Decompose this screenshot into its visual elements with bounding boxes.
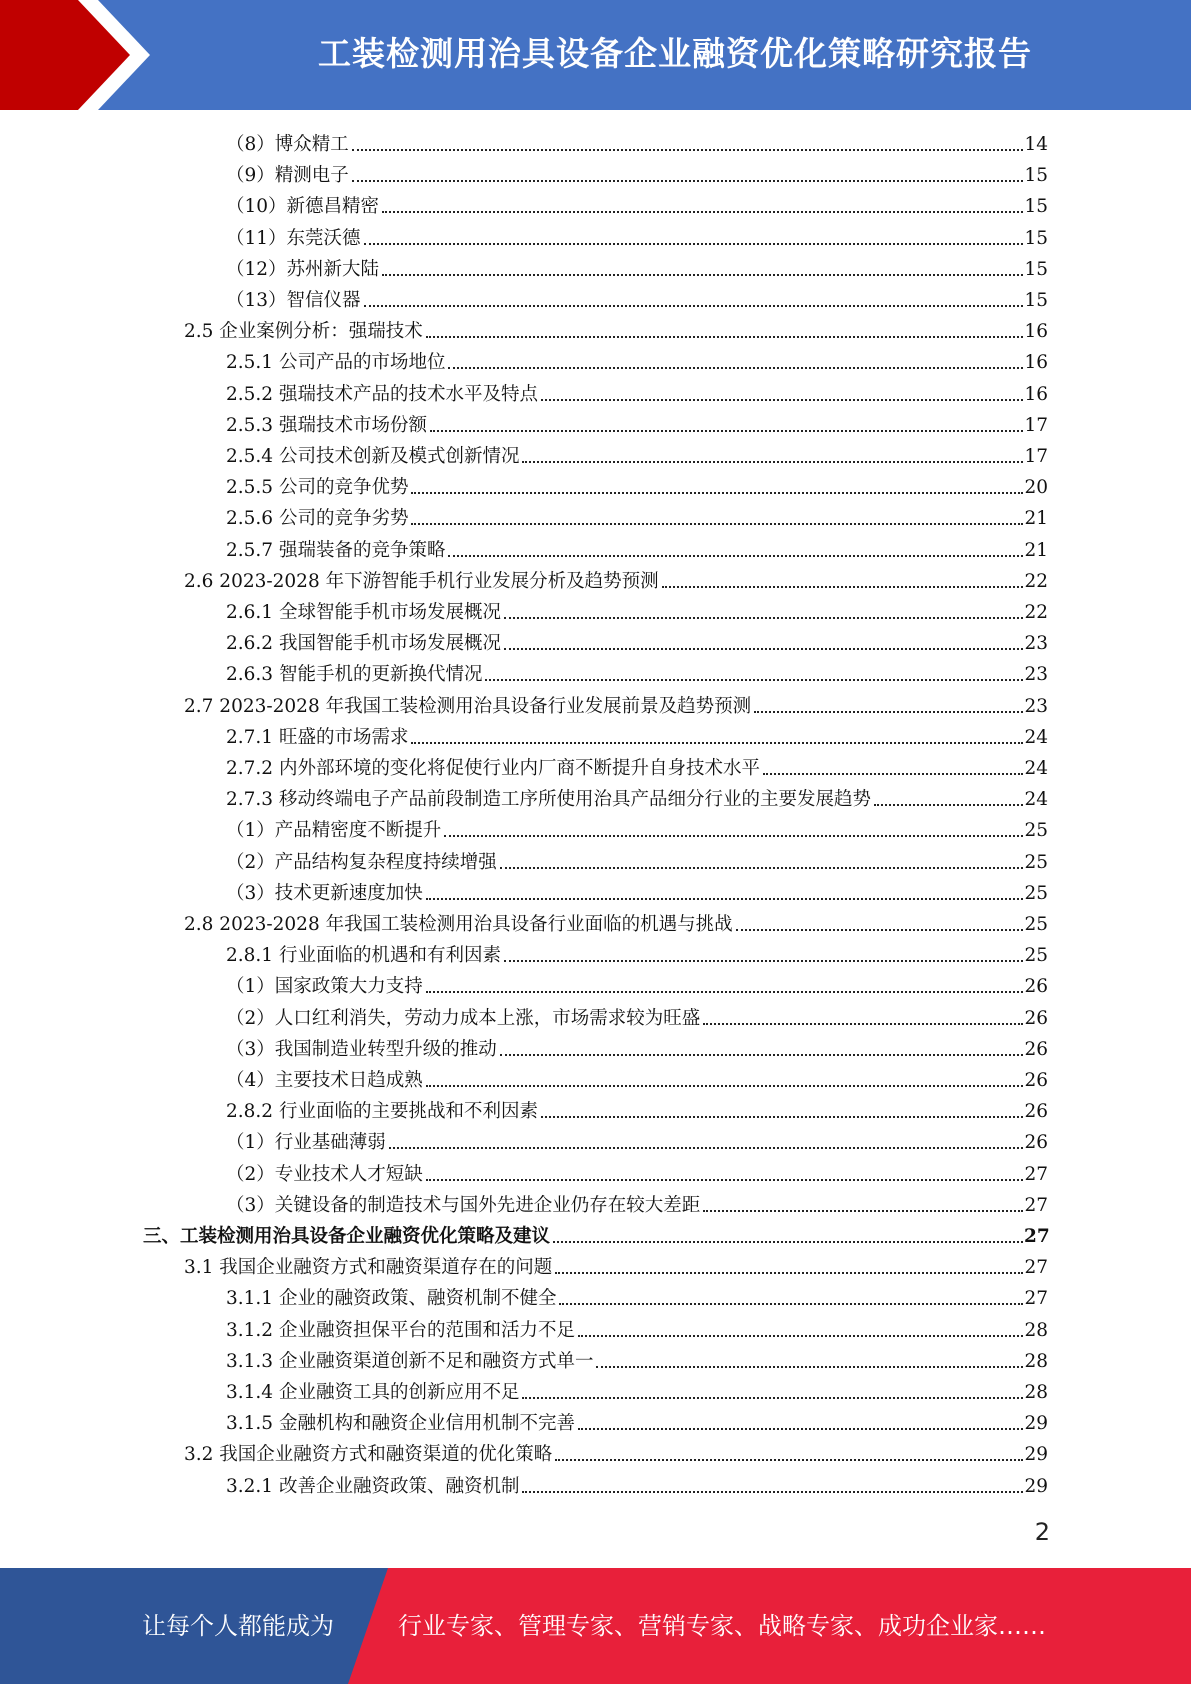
toc-entry[interactable] xyxy=(226,938,1048,968)
toc-entry[interactable] xyxy=(184,1437,1048,1467)
toc-entry[interactable] xyxy=(184,907,1048,937)
toc-dot-leader xyxy=(444,818,1023,840)
toc-dot-leader xyxy=(541,382,1023,404)
toc-entry-page: 14 xyxy=(1024,134,1048,155)
toc-entry-page: 27 xyxy=(1024,1194,1048,1216)
toc-dot-leader xyxy=(448,350,1023,372)
toc-entry-page: 23 xyxy=(1024,633,1048,655)
toc-entry-page: 26 xyxy=(1024,1132,1048,1154)
toc-entry-page: 24 xyxy=(1024,726,1048,748)
toc-dot-leader xyxy=(522,1380,1023,1402)
toc-entry-label: （2）产品结构复杂程度持续增强 xyxy=(226,851,497,873)
toc-dot-leader xyxy=(364,288,1023,310)
toc-entry-page: 25 xyxy=(1024,820,1048,842)
toc-dot-leader xyxy=(763,756,1023,778)
toc-entry-label: 3.1.1 企业的融资政策、融资机制不健全 xyxy=(226,1288,557,1310)
toc-entry-label: 2.8.1 行业面临的机遇和有利因素 xyxy=(226,945,501,967)
toc-entry-page: 28 xyxy=(1024,1319,1048,1341)
toc-entry-page: 28 xyxy=(1024,1382,1048,1403)
toc-dot-leader xyxy=(500,850,1023,872)
toc-entry[interactable] xyxy=(226,127,1048,157)
toc-entry-label: （4）主要技术日趋成熟 xyxy=(226,1070,423,1091)
toc-entry[interactable] xyxy=(226,1188,1048,1218)
page-header xyxy=(0,0,1191,110)
toc-entry-page: 15 xyxy=(1024,227,1048,249)
header-chevron-graphic xyxy=(0,0,160,110)
toc-entry-label: 3.2 我国企业融资方式和融资渠道的优化策略 xyxy=(184,1444,553,1466)
toc-dot-leader xyxy=(448,538,1023,560)
toc-dot-leader xyxy=(411,475,1023,497)
toc-entry[interactable] xyxy=(184,564,1048,594)
toc-entry-label: 2.6.3 智能手机的更新换代情况 xyxy=(226,664,483,686)
toc-entry-page: 25 xyxy=(1024,851,1048,873)
toc-dot-leader xyxy=(411,506,1023,528)
toc-entry[interactable] xyxy=(184,314,1048,344)
toc-entry-page: 27 xyxy=(1024,1257,1048,1279)
toc-entry[interactable] xyxy=(226,501,1048,531)
toc-entry[interactable] xyxy=(226,1344,1048,1374)
toc-entry[interactable] xyxy=(226,158,1048,188)
toc-entry-label: （12）苏州新大陆 xyxy=(226,258,380,280)
footer-slogan-right: 行业专家、管理专家、营销专家、战略专家、成功企业家…… xyxy=(398,1612,1046,1640)
toc-dot-leader xyxy=(426,881,1023,903)
toc-entry-page: 17 xyxy=(1024,414,1048,436)
toc-dot-leader xyxy=(504,943,1023,965)
toc-entry-label: 3.1.5 金融机构和融资企业信用机制不完善 xyxy=(226,1413,575,1435)
toc-entry-page: 20 xyxy=(1024,477,1048,499)
toc-entry-label: 2.5.5 公司的竞争优势 xyxy=(226,477,409,499)
toc-entry-page: 25 xyxy=(1024,882,1048,904)
toc-dot-leader xyxy=(555,1255,1023,1277)
toc-entry-page: 29 xyxy=(1024,1413,1048,1435)
toc-dot-leader xyxy=(382,194,1023,216)
toc-entry-label: 2.5.4 公司技术创新及模式创新情况 xyxy=(226,446,520,467)
toc-entry[interactable] xyxy=(226,1313,1048,1343)
toc-entry[interactable] xyxy=(226,1125,1048,1155)
toc-entry-page: 21 xyxy=(1024,539,1048,561)
toc-entry-label: 2.8.2 行业面临的主要挑战和不利因素 xyxy=(226,1101,538,1123)
toc-entry[interactable] xyxy=(184,689,1048,719)
toc-entry-page: 26 xyxy=(1024,1070,1048,1091)
toc-dot-leader xyxy=(500,1037,1023,1059)
toc-entry[interactable] xyxy=(226,252,1048,282)
toc-entry-label: 2.8 2023-2028 年我国工装检测用治具设备行业面临的机遇与挑战 xyxy=(184,914,733,935)
toc-entry[interactable] xyxy=(143,1219,1048,1249)
toc-entry-label: （8）博众精工 xyxy=(226,134,349,155)
toc-entry[interactable] xyxy=(226,720,1048,750)
toc-entry-label: 2.7.3 移动终端电子产品前段制造工序所使用治具产品细分行业的主要发展趋势 xyxy=(226,789,871,811)
toc-entry[interactable] xyxy=(226,782,1048,812)
toc-entry-page: 22 xyxy=(1024,570,1048,592)
toc-entry[interactable] xyxy=(226,1001,1048,1031)
toc-entry-label: （1）行业基础薄弱 xyxy=(226,1132,386,1154)
toc-entry[interactable] xyxy=(226,845,1048,875)
toc-entry-label: （13）智信仪器 xyxy=(226,290,361,311)
toc-dot-leader xyxy=(874,787,1023,809)
toc-entry[interactable] xyxy=(226,876,1048,906)
toc-entry-page: 23 xyxy=(1024,695,1048,717)
toc-entry-label: 3.1 我国企业融资方式和融资渠道存在的问题 xyxy=(184,1257,553,1279)
toc-entry-page: 15 xyxy=(1024,165,1048,187)
toc-dot-leader xyxy=(522,444,1023,466)
toc-dot-leader xyxy=(485,662,1023,684)
toc-dot-leader xyxy=(504,600,1023,622)
toc-entry-page: 25 xyxy=(1024,945,1048,967)
toc-entry[interactable] xyxy=(226,283,1048,313)
toc-entry-label: 2.7.2 内外部环境的变化将促使行业内厂商不断提升自身技术水平 xyxy=(226,758,760,779)
toc-entry-label: 3.1.4 企业融资工具的创新应用不足 xyxy=(226,1382,520,1403)
toc-entry-label: 2.5.7 强瑞装备的竞争策略 xyxy=(226,539,446,561)
toc-entry-page: 26 xyxy=(1024,976,1048,998)
toc-entry-label: （3）技术更新速度加快 xyxy=(226,882,423,904)
toc-dot-leader xyxy=(736,912,1023,934)
toc-entry-label: 三、工装检测用治具设备企业融资优化策略及建议 xyxy=(143,1226,551,1247)
toc-dot-leader xyxy=(426,1068,1023,1090)
toc-dot-leader xyxy=(426,1162,1023,1184)
toc-entry[interactable] xyxy=(226,1094,1048,1124)
toc-entry[interactable] xyxy=(226,813,1048,843)
toc-dot-leader xyxy=(553,1224,1023,1246)
page-footer xyxy=(0,1568,1191,1684)
toc-entry[interactable] xyxy=(226,1406,1048,1436)
toc-dot-leader xyxy=(364,226,1023,248)
toc-entry[interactable] xyxy=(226,470,1048,500)
toc-entry-page: 27 xyxy=(1024,1226,1050,1247)
toc-entry-label: （2）专业技术人才短缺 xyxy=(226,1163,423,1185)
toc-entry-page: 26 xyxy=(1024,1007,1048,1029)
toc-entry-label: 2.7 2023-2028 年我国工装检测用治具设备行业发展前景及趋势预测 xyxy=(184,695,752,717)
toc-entry-label: （1）国家政策大力支持 xyxy=(226,976,423,998)
toc-entry-label: 2.5.1 公司产品的市场地位 xyxy=(226,352,446,374)
toc-entry[interactable] xyxy=(226,408,1048,438)
toc-entry-label: （1）产品精密度不断提升 xyxy=(226,820,442,842)
toc-entry-page: 27 xyxy=(1024,1288,1048,1310)
toc-entry-label: 3.1.3 企业融资渠道创新不足和融资方式单一 xyxy=(226,1350,594,1372)
toc-dot-leader xyxy=(382,257,1023,279)
toc-entry[interactable] xyxy=(184,1250,1048,1280)
toc-dot-leader xyxy=(703,1006,1023,1028)
toc-entry-label: 2.6.2 我国智能手机市场发展概况 xyxy=(226,633,501,655)
toc-entry[interactable] xyxy=(226,657,1048,687)
toc-entry-label: 2.7.1 旺盛的市场需求 xyxy=(226,726,409,748)
toc-entry-label: 3.1.2 企业融资担保平台的范围和活力不足 xyxy=(226,1319,575,1341)
toc-dot-leader xyxy=(754,694,1023,716)
page-number: 2 xyxy=(1034,1518,1050,1546)
toc-entry[interactable] xyxy=(226,377,1048,407)
toc-dot-leader xyxy=(522,1474,1023,1496)
toc-entry-page: 25 xyxy=(1024,914,1048,935)
toc-dot-leader xyxy=(352,132,1023,154)
toc-entry[interactable] xyxy=(226,1375,1048,1405)
toc-entry-page: 22 xyxy=(1024,602,1048,623)
toc-entry-page: 26 xyxy=(1024,1101,1048,1123)
toc-entry-label: 2.5 企业案例分析：强瑞技术 xyxy=(184,321,423,343)
toc-entry[interactable] xyxy=(226,221,1048,251)
toc-entry[interactable] xyxy=(226,1281,1048,1311)
toc-dot-leader xyxy=(578,1411,1023,1433)
toc-entry[interactable] xyxy=(226,439,1048,469)
toc-entry[interactable] xyxy=(226,751,1048,781)
toc-entry[interactable] xyxy=(226,1032,1048,1062)
toc-entry-page: 16 xyxy=(1024,352,1048,374)
toc-entry[interactable] xyxy=(226,969,1048,999)
toc-entry[interactable] xyxy=(226,1063,1048,1093)
toc-entry[interactable] xyxy=(226,1469,1048,1499)
toc-dot-leader xyxy=(504,631,1023,653)
toc-dot-leader xyxy=(596,1349,1023,1371)
toc-entry-label: 2.5.3 强瑞技术市场份额 xyxy=(226,414,427,436)
toc-dot-leader xyxy=(578,1318,1023,1340)
toc-entry[interactable] xyxy=(226,345,1048,375)
toc-entry-label: 3.2.1 改善企业融资政策、融资机制 xyxy=(226,1475,520,1497)
toc-entry-label: 2.6 2023-2028 年下游智能手机行业发展分析及趋势预测 xyxy=(184,570,659,592)
toc-entry-page: 15 xyxy=(1024,196,1048,218)
toc-entry-page: 29 xyxy=(1024,1475,1048,1497)
toc-dot-leader xyxy=(389,1130,1023,1152)
toc-entry[interactable] xyxy=(226,626,1048,656)
toc-entry-page: 15 xyxy=(1024,290,1048,311)
toc-entry-label: （9）精测电子 xyxy=(226,165,349,187)
toc-entry-label: （3）关键设备的制造技术与国外先进企业仍存在较大差距 xyxy=(226,1194,701,1216)
toc-entry-page: 27 xyxy=(1024,1163,1048,1185)
toc-dot-leader xyxy=(426,319,1023,341)
toc-entry-label: （3）我国制造业转型升级的推动 xyxy=(226,1038,497,1060)
toc-entry[interactable] xyxy=(226,189,1048,219)
toc-entry-page: 26 xyxy=(1024,1038,1048,1060)
toc-entry-label: 2.5.6 公司的竞争劣势 xyxy=(226,508,409,530)
toc-entry[interactable] xyxy=(226,595,1048,625)
toc-entry-page: 15 xyxy=(1024,258,1048,280)
toc-entry-label: 2.5.2 强瑞技术产品的技术水平及特点 xyxy=(226,383,538,405)
toc-dot-leader xyxy=(555,1442,1023,1464)
toc-entry[interactable] xyxy=(226,533,1048,563)
toc-entry-page: 24 xyxy=(1024,789,1048,811)
report-title: 工装检测用治具设备企业融资优化策略研究报告 xyxy=(318,34,1032,73)
toc-entry-page: 29 xyxy=(1024,1444,1048,1466)
toc-dot-leader xyxy=(426,974,1023,996)
toc-entry-label: 2.6.1 全球智能手机市场发展概况 xyxy=(226,602,501,623)
toc-entry-page: 17 xyxy=(1024,446,1048,467)
footer-slogan-left: 让每个人都能成为 xyxy=(142,1612,334,1640)
toc-entry-page: 21 xyxy=(1024,508,1048,530)
toc-dot-leader xyxy=(430,413,1023,435)
toc-dot-leader xyxy=(559,1286,1023,1308)
toc-dot-leader xyxy=(411,725,1023,747)
toc-dot-leader xyxy=(662,569,1023,591)
toc-entry-label: （11）东莞沃德 xyxy=(226,227,361,249)
toc-entry-label: （10）新德昌精密 xyxy=(226,196,380,218)
toc-entry-page: 28 xyxy=(1024,1350,1048,1372)
toc-dot-leader xyxy=(352,163,1023,185)
toc-dot-leader xyxy=(703,1193,1023,1215)
toc-dot-leader xyxy=(541,1099,1023,1121)
toc-entry[interactable] xyxy=(226,1157,1048,1187)
toc-entry-page: 24 xyxy=(1024,758,1048,779)
toc-entry-label: （2）人口红利消失，劳动力成本上涨，市场需求较为旺盛 xyxy=(226,1007,701,1029)
toc-entry-page: 23 xyxy=(1024,664,1048,686)
toc-entry-page: 16 xyxy=(1024,321,1048,343)
toc-entry-page: 16 xyxy=(1024,383,1048,405)
